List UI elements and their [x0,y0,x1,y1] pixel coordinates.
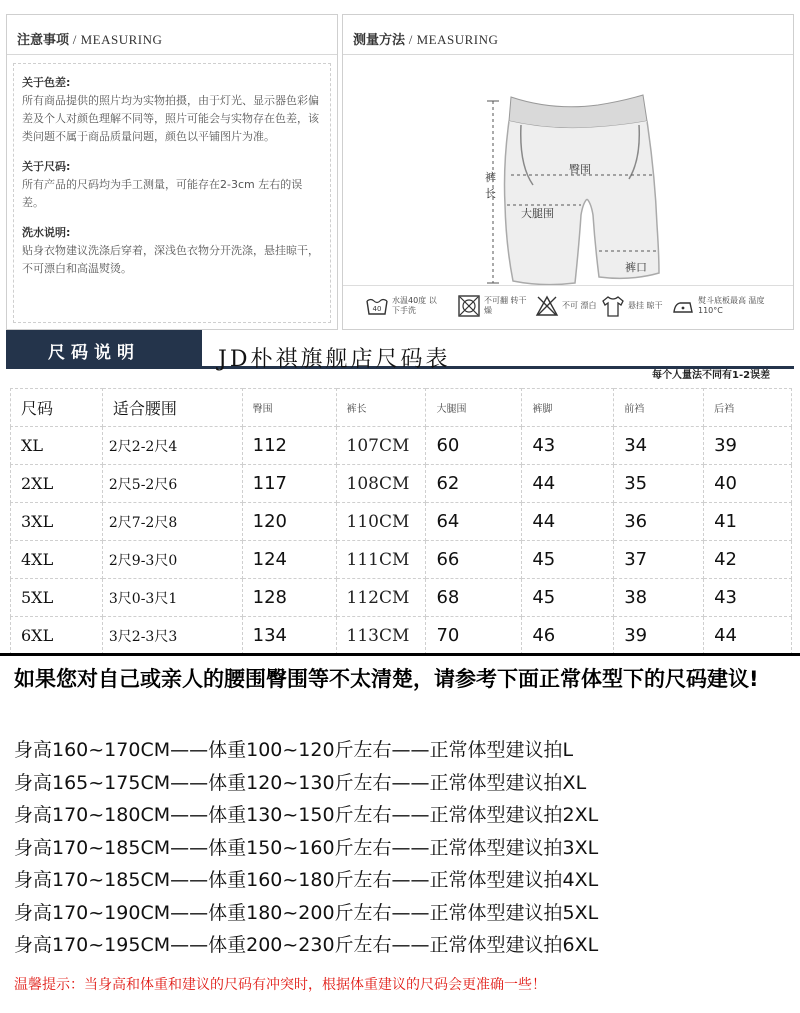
cell-hem: 45 [522,541,614,579]
cell-hem: 43 [522,427,614,465]
col-header-back-rise: 后裆 [704,389,792,427]
measure-header-cn: 测量方法 [353,33,406,48]
cell-waist: 3尺2-3尺3 [102,617,242,655]
cell-hem: 46 [522,617,614,655]
col-header-waist: 适合腰围 [102,389,242,427]
cell-hem: 45 [522,579,614,617]
length-label-2: 长 [485,187,496,200]
cell-waist: 2尺2-2尺4 [102,427,242,465]
cell-length: 113CM [336,617,426,655]
warm-tip: 温馨提示：当身高和体重和建议的尺码有冲突时，根据体重建议的尺码会更准确一些！ [14,977,546,993]
table-row [11,427,792,465]
wash-note [22,224,322,278]
hang-dry-icon [601,294,625,318]
notes-header-cn: 注意事项 [17,33,70,48]
note-title: 洗水说明: [22,226,71,239]
cell-hip: 128 [242,579,336,617]
advice-row: 身高170~195CM——体重200~230斤左右——正常体型建议拍6XL [14,934,599,956]
hem-label: 裤口 [625,261,647,274]
cell-back-rise: 41 [704,503,792,541]
wash-text: 熨斗底板最高 温度110°C [698,296,765,315]
advice-title: 如果您对自己或亲人的腰围臀围等不太清楚，请参考下面正常体型下的尺码建议! [14,667,759,691]
iron-110-icon [671,294,695,318]
wash-item [535,294,610,318]
size-table [10,388,792,655]
wash-40-icon [365,294,389,318]
cell-length: 108CM [336,465,426,503]
cell-front-rise: 36 [614,503,704,541]
col-header-thigh: 大腿围 [426,389,522,427]
cell-thigh: 62 [426,465,522,503]
cell-length: 107CM [336,427,426,465]
cell-back-rise: 44 [704,617,792,655]
no-tumble-dry-icon [457,294,481,318]
cell-size: 4XL [11,541,103,579]
info-panels [0,0,800,330]
col-header-front-rise: 前裆 [614,389,704,427]
measure-body [343,55,793,329]
cell-size: 2XL [11,465,103,503]
cell-back-rise: 43 [704,579,792,617]
cell-hip: 134 [242,617,336,655]
wash-text: 不可翻 转干燥 [484,296,527,315]
cell-thigh: 70 [426,617,522,655]
cell-back-rise: 39 [704,427,792,465]
wash-text: 悬挂 晾干 [628,301,663,310]
size-tab-label: 尺码说明 [6,330,202,366]
cell-length: 110CM [336,503,426,541]
size-advice [0,653,800,1013]
wash-text: 不可 漂白 [562,301,597,310]
cell-front-rise: 37 [614,541,704,579]
col-header-hip: 臀围 [242,389,336,427]
cell-hip: 117 [242,465,336,503]
thigh-label: 大腿围 [521,207,554,220]
table-row [11,503,792,541]
advice-row: 身高170~185CM——体重150~160斤左右——正常体型建议拍3XL [14,836,599,859]
note-title: 关于色差: [22,76,71,89]
advice-row: 身高160~170CM——体重100~120斤左右——正常体型建议拍L [14,739,574,761]
col-header-length: 裤长 [336,389,426,427]
notes-body [13,63,331,323]
table-row [11,617,792,655]
wash-item [671,294,776,318]
notes-header-en: / MEASURING [69,32,163,47]
cell-front-rise: 38 [614,579,704,617]
notes-panel [6,14,338,330]
cell-back-rise: 42 [704,541,792,579]
wash-item [365,294,440,318]
col-header-size: 尺码 [11,389,103,427]
wash-temp: 40 [372,305,382,313]
cell-thigh: 64 [426,503,522,541]
cell-front-rise: 34 [614,427,704,465]
advice-row: 身高170~190CM——体重180~200斤左右——正常体型建议拍5XL [14,901,599,924]
cell-hem: 44 [522,465,614,503]
cell-back-rise: 40 [704,465,792,503]
cell-size: 3XL [11,503,103,541]
cell-hip: 120 [242,503,336,541]
cell-thigh: 68 [426,579,522,617]
cell-waist: 2尺9-3尺0 [102,541,242,579]
table-row [11,541,792,579]
cell-thigh: 60 [426,427,522,465]
cell-hip: 124 [242,541,336,579]
cell-length: 112CM [336,579,426,617]
advice-list [14,734,598,962]
measure-header-en: / MEASURING [405,32,499,47]
advice-row: 身高170~185CM——体重160~180斤左右——正常体型建议拍4XL [14,869,599,891]
color-diff-note [22,74,322,146]
hip-label: 臀围 [569,163,591,176]
wash-item [601,294,676,318]
measure-panel [342,14,794,330]
cell-size: 5XL [11,579,103,617]
note-title: 关于尺码: [22,160,71,173]
cell-front-rise: 35 [614,465,704,503]
table-row [11,465,792,503]
cell-size: XL [11,427,103,465]
shorts-diagram [343,55,795,301]
note-text: 贴身衣物建议洗涤后穿着，深浅色衣物分开洗涤，悬挂晾干，不可漂白和高温熨烫。 [22,244,319,275]
size-error-note: 每个人量法不同有1-2误差 [652,370,771,381]
col-header-hem: 裤脚 [522,389,614,427]
wash-icons [343,285,793,329]
size-table-title: JD朴祺旗舰店尺码表 [218,347,451,372]
table-header-row [11,389,792,427]
cell-thigh: 66 [426,541,522,579]
wash-item [457,294,532,318]
cell-hem: 44 [522,503,614,541]
advice-row: 身高165~175CM——体重120~130斤左右——正常体型建议拍XL [14,771,587,794]
table-row [11,579,792,617]
cell-waist: 2尺7-2尺8 [102,503,242,541]
length-label-1: 裤 [485,171,496,184]
cell-front-rise: 39 [614,617,704,655]
cell-size: 6XL [11,617,103,655]
note-text: 所有商品提供的照片均为实物拍摄，由于灯光、显示器色彩偏差及个人对颜色理解不同等，照片可能会与实物存在色差，该类问题不属于商品质量问题，颜色以平铺图片为准。 [22,94,319,143]
shorts-illustration [343,55,795,301]
cell-waist: 2尺5-2尺6 [102,465,242,503]
cell-length: 111CM [336,541,426,579]
note-text: 所有产品的尺码均为手工测量，可能存在2-3cm 左右的误差。 [22,178,303,209]
advice-row: 身高170~180CM——体重130~150斤左右——正常体型建议拍2XL [14,804,599,826]
size-note [22,158,322,212]
wash-text: 水温40度 以下手洗 [392,296,437,315]
cell-waist: 3尺0-3尺1 [102,579,242,617]
notes-header [7,15,337,55]
no-bleach-icon [535,294,559,318]
cell-hip: 112 [242,427,336,465]
measure-header [343,15,793,55]
